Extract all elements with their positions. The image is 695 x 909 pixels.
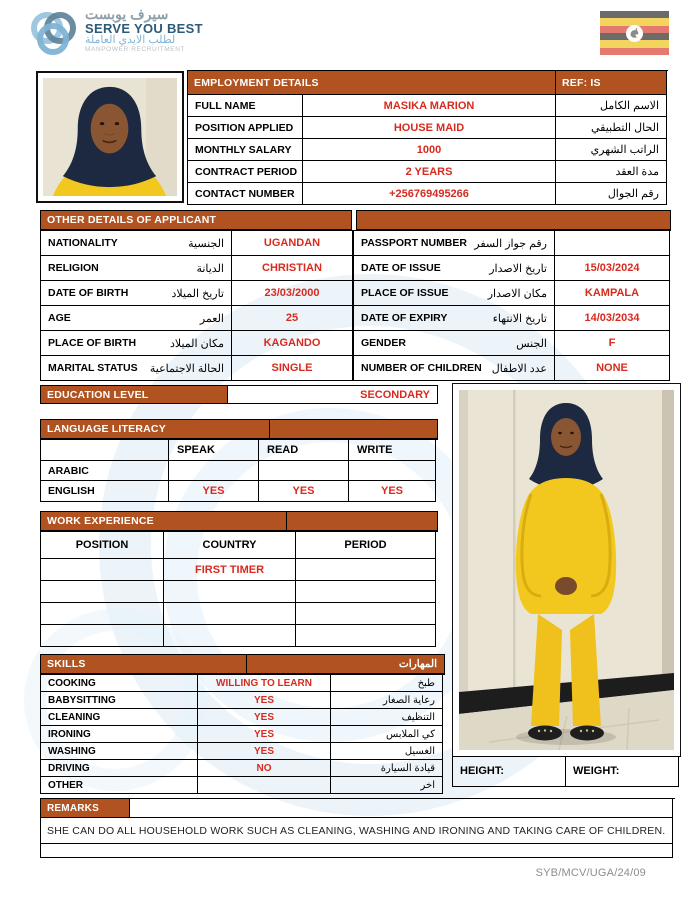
employment-row-label: CONTRACT PERIOD — [188, 161, 303, 183]
language-cell — [349, 461, 436, 481]
skill-value: YES — [198, 709, 331, 726]
detail-arabic: تاريخ الميلاد — [171, 287, 224, 300]
detail-label: RELIGION — [48, 262, 99, 274]
detail-label: AGE — [48, 312, 71, 324]
employment-row-arabic: الحال التطبيقي — [556, 117, 667, 139]
employment-row-arabic: الراتب الشهري — [556, 139, 667, 161]
height-label: HEIGHT: — [453, 757, 566, 787]
work-cell — [41, 581, 164, 603]
detail-arabic: الديانة — [196, 262, 224, 275]
detail-label: PLACE OF BIRTH — [48, 337, 137, 349]
work-cell — [296, 581, 436, 603]
language-row-label: ENGLISH — [41, 481, 169, 502]
employment-details-table — [187, 70, 668, 205]
skill-label: CLEANING — [41, 709, 198, 726]
logo-arabic-subtitle: لطلب الايدي العاملة — [85, 34, 176, 47]
detail-arabic: الجنس — [516, 337, 547, 350]
applicant-full-photo — [452, 383, 681, 757]
detail-value: KAMPALA — [555, 281, 670, 306]
detail-value — [555, 231, 670, 256]
skill-label: BABYSITTING — [41, 692, 198, 709]
skill-label: IRONING — [41, 726, 198, 743]
work-cell — [296, 625, 436, 647]
employment-row-label: MONTHLY SALARY — [188, 139, 303, 161]
detail-arabic: عدد الاطفال — [491, 362, 547, 375]
skill-arabic: الغسيل — [331, 743, 443, 760]
work-col-country: COUNTRY — [164, 532, 296, 559]
agency-logo — [27, 7, 203, 59]
skill-value: YES — [198, 692, 331, 709]
logo-knot-icon — [27, 7, 79, 59]
detail-value: KAGANDO — [232, 331, 353, 356]
detail-value: 25 — [232, 306, 353, 331]
detail-label: MARITAL STATUS — [48, 362, 138, 374]
other-details-header-right — [356, 210, 671, 230]
work-cell — [41, 559, 164, 581]
applicant-photo — [36, 71, 184, 203]
work-cell — [164, 581, 296, 603]
language-cell — [259, 461, 349, 481]
work-cell — [164, 625, 296, 647]
detail-label: PASSPORT NUMBER — [361, 237, 467, 249]
employment-row-label: FULL NAME — [188, 95, 303, 117]
work-col-position: POSITION — [41, 532, 164, 559]
employment-row-arabic: رقم الجوال — [556, 183, 667, 205]
work-experience-title: WORK EXPERIENCE — [47, 515, 154, 527]
logo-subtitle: MANPOWER RECRUITMENT — [85, 45, 186, 53]
skill-value: NO — [198, 760, 331, 777]
other-details-left-table — [40, 230, 353, 381]
skill-value: YES — [198, 743, 331, 760]
skills-title: SKILLS — [47, 658, 86, 670]
education-level-value: SECONDARY — [228, 385, 438, 404]
skills-title-arabic: المهارات — [398, 658, 437, 670]
remarks-header-spacer — [130, 799, 673, 818]
detail-arabic: الجنسية — [188, 237, 224, 250]
detail-arabic: العمر — [199, 312, 224, 325]
uganda-flag-icon — [600, 11, 669, 55]
language-literacy-title: LANGUAGE LITERACY — [47, 423, 166, 435]
detail-arabic: تاريخ الاصدار — [489, 262, 547, 275]
skill-label: COOKING — [41, 675, 198, 692]
detail-arabic: مكان الاصدار — [487, 287, 547, 300]
work-col-period: PERIOD — [296, 532, 436, 559]
remarks-text: SHE CAN DO ALL HOUSEHOLD WORK SUCH AS CLEANING, WASHING AND IRONING AND TAKING CARE OF CHILDREN. — [41, 818, 673, 844]
employment-ref: REF: IS — [556, 71, 667, 95]
remarks-empty-row — [41, 844, 673, 858]
language-literacy-table — [40, 439, 438, 502]
education-level-header — [40, 385, 228, 404]
remarks-table — [40, 798, 675, 858]
detail-label: DATE OF EXPIRY — [361, 312, 448, 324]
detail-value: 23/03/2000 — [232, 281, 353, 306]
employment-section-title: EMPLOYMENT DETAILS — [188, 71, 556, 95]
skill-label: WASHING — [41, 743, 198, 760]
language-cell — [169, 461, 259, 481]
work-experience-header — [40, 511, 438, 531]
skill-arabic: كي الملابس — [331, 726, 443, 743]
detail-arabic: الحالة الاجتماعية — [149, 362, 224, 375]
skill-arabic: طبخ — [331, 675, 443, 692]
weight-label: WEIGHT: — [566, 757, 679, 787]
detail-label: NATIONALITY — [48, 237, 118, 249]
other-details-title: OTHER DETAILS OF APPLICANT — [47, 214, 217, 226]
skill-arabic: اخر — [331, 777, 443, 794]
work-cell: FIRST TIMER — [164, 559, 296, 581]
language-col-read: READ — [259, 440, 349, 461]
work-cell — [41, 603, 164, 625]
detail-value: NONE — [555, 356, 670, 381]
skills-header — [40, 654, 445, 674]
employment-row-value: 1000 — [303, 139, 556, 161]
employment-row-value: MASIKA MARION — [303, 95, 556, 117]
detail-value: SINGLE — [232, 356, 353, 381]
language-cell: YES — [169, 481, 259, 502]
language-row-label: ARABIC — [41, 461, 169, 481]
logo-title: SERVE YOU BEST — [85, 20, 203, 36]
language-cell: YES — [349, 481, 436, 502]
employment-row-arabic: مدة العقد — [556, 161, 667, 183]
detail-value: CHRISTIAN — [232, 256, 353, 281]
employment-row-value: +256769495266 — [303, 183, 556, 205]
detail-arabic: مكان الميلاد — [169, 337, 224, 350]
skill-arabic: قيادة السيارة — [331, 760, 443, 777]
skill-label: DRIVING — [41, 760, 198, 777]
detail-arabic: تاريخ الانتهاء — [492, 312, 547, 325]
other-details-right-table — [353, 230, 671, 381]
detail-value: UGANDAN — [232, 231, 353, 256]
detail-label: GENDER — [361, 337, 406, 349]
work-cell — [41, 625, 164, 647]
language-cell: YES — [259, 481, 349, 502]
remarks-title: REMARKS — [41, 799, 130, 818]
skill-arabic: التنظيف — [331, 709, 443, 726]
employment-row-arabic: الاسم الكامل — [556, 95, 667, 117]
detail-value: F — [555, 331, 670, 356]
skill-label: OTHER — [41, 777, 198, 794]
detail-label: DATE OF BIRTH — [48, 287, 129, 299]
skill-value: YES — [198, 726, 331, 743]
skill-arabic: رعاية الصغار — [331, 692, 443, 709]
language-col-speak: SPEAK — [169, 440, 259, 461]
detail-value: 14/03/2034 — [555, 306, 670, 331]
work-cell — [296, 603, 436, 625]
skill-value — [198, 777, 331, 794]
logo-arabic-title: سيرف يوبست — [85, 6, 169, 22]
employment-row-value: 2 YEARS — [303, 161, 556, 183]
skills-table — [40, 674, 445, 794]
detail-value: 15/03/2024 — [555, 256, 670, 281]
detail-label: PLACE OF ISSUE — [361, 287, 449, 299]
work-cell — [296, 559, 436, 581]
other-details-header — [40, 210, 352, 230]
physical-stats-row — [452, 756, 681, 787]
crested-crane-icon — [626, 25, 643, 42]
education-level-label: EDUCATION LEVEL — [47, 388, 149, 401]
skill-value: WILLING TO LEARN — [198, 675, 331, 692]
detail-label: NUMBER OF CHILDREN — [361, 362, 482, 374]
detail-arabic: رقم جواز السفر — [474, 237, 547, 250]
work-experience-table — [40, 531, 438, 647]
detail-label: DATE OF ISSUE — [361, 262, 441, 274]
language-literacy-header — [40, 419, 438, 439]
language-col-write: WRITE — [349, 440, 436, 461]
employment-row-value: HOUSE MAID — [303, 117, 556, 139]
work-cell — [164, 603, 296, 625]
employment-row-label: POSITION APPLIED — [188, 117, 303, 139]
employment-row-label: CONTACT NUMBER — [188, 183, 303, 205]
footer-ref-code: SYB/MCV/UGA/24/09 — [535, 867, 646, 879]
